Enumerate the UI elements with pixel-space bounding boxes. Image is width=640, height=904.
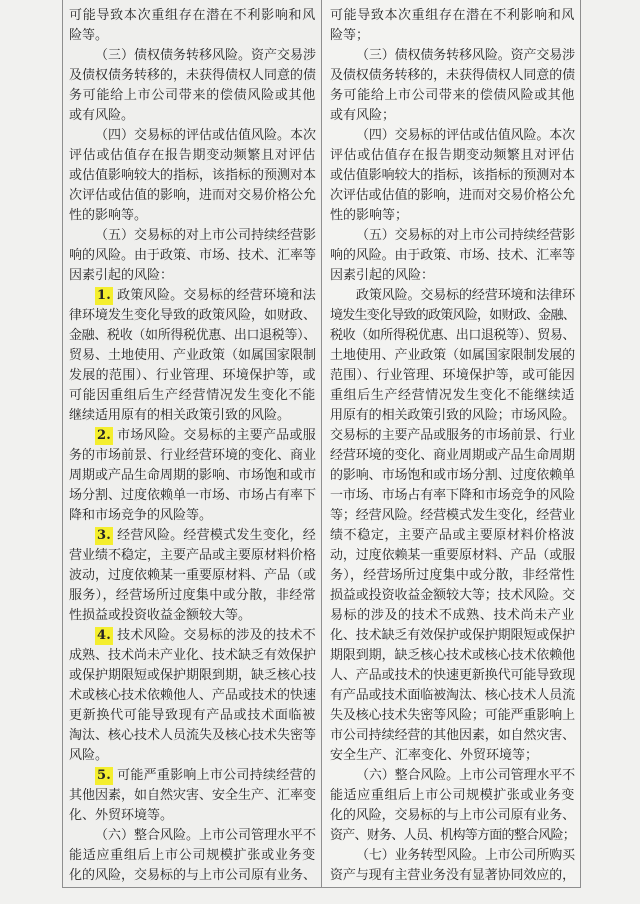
line-content	[330, 386, 575, 406]
paragraph	[69, 626, 316, 766]
text-line	[330, 626, 575, 646]
right-column	[322, 0, 580, 887]
line-content	[69, 786, 316, 806]
line-content	[69, 746, 108, 766]
text-line	[69, 266, 316, 286]
line-content	[95, 826, 316, 846]
text-line	[330, 746, 575, 766]
line-text: 一市场、市场占有率下降和市场竞争的风险	[330, 488, 575, 503]
line-content	[330, 146, 575, 166]
line-text: 贸易、土地使用、产业政策（如属国家限制	[69, 348, 316, 363]
text-line	[69, 146, 316, 166]
text-line	[330, 686, 575, 706]
line-text: 因素引起的风险：	[69, 268, 174, 283]
line-text: 政策风险。交易标的经营环境和法	[117, 288, 316, 303]
line-content	[330, 186, 575, 206]
line-content	[95, 426, 316, 446]
line-text: 术或核心技术依赖他人、产品或技术的快速	[69, 688, 316, 703]
text-line	[330, 846, 575, 866]
line-text: 化的风险，交易标的与上市公司原有业务、	[330, 808, 575, 823]
line-content	[69, 686, 316, 706]
line-content	[330, 366, 575, 386]
paragraph	[69, 426, 316, 526]
line-text: （四）交易标的评估或估值风险。本次	[356, 128, 575, 143]
line-content	[95, 766, 316, 786]
text-line	[69, 26, 316, 46]
text-line	[330, 286, 575, 306]
paragraph	[69, 6, 316, 46]
text-line	[69, 706, 316, 726]
line-text: 有产品或技术面临被淘汰、核心技术人员流	[330, 688, 575, 703]
line-text: 的影响、市场饱和或市场分割、过度依赖单	[330, 468, 575, 483]
text-line	[69, 526, 316, 546]
line-text: 可能严重影响上市公司持续经营的	[117, 768, 316, 783]
line-text: 市公司持续经营的其他因素，如自然灾害、	[330, 728, 575, 743]
line-text: 性损益或投资收益金额较大等。	[69, 608, 252, 623]
text-line	[330, 706, 575, 726]
text-line	[330, 166, 575, 186]
line-content	[69, 446, 316, 466]
text-line	[69, 866, 316, 886]
text-line	[330, 146, 575, 166]
line-text: 及债权债务转移的，未获得债权人同意的债	[69, 68, 316, 83]
paragraph	[69, 286, 316, 426]
paragraph	[330, 6, 575, 46]
line-content	[356, 846, 575, 866]
line-text: 安全生产、汇率变化、外贸环境等；	[330, 748, 539, 763]
line-content	[69, 546, 316, 566]
line-content	[330, 306, 575, 326]
text-line	[330, 766, 575, 786]
text-line	[330, 346, 575, 366]
line-text: 资产、财务、人员、机构等方面的整合风险；	[330, 828, 575, 843]
line-content	[330, 626, 575, 646]
text-line	[330, 306, 575, 326]
line-text: 淘汰、核心技术人员流失及核心技术失密等	[69, 728, 316, 743]
line-content	[95, 286, 316, 306]
text-line	[69, 246, 316, 266]
line-text: 次评估或估值的影响，进而对交易价格公允	[330, 188, 575, 203]
line-text: （三）债权债务转移风险。资产交易涉	[356, 48, 575, 63]
line-text: 易标的涉及的技术不成熟、技术尚未产业	[330, 608, 575, 623]
text-line	[330, 826, 575, 846]
paragraph	[69, 226, 316, 286]
line-content	[330, 786, 575, 806]
line-content	[356, 46, 575, 66]
line-text: （五）交易标的对上市公司持续经营影	[95, 228, 316, 243]
line-content	[356, 766, 575, 786]
line-text: 或估值影响较大的指标，该指标的预测对本	[330, 168, 575, 183]
line-content	[356, 126, 575, 146]
line-content	[330, 526, 575, 546]
line-text: 损益或投资收益金额较大等；技术风险。交	[330, 588, 575, 603]
text-line	[69, 66, 316, 86]
line-content	[330, 686, 575, 706]
paragraph	[69, 126, 316, 226]
line-content	[330, 346, 575, 366]
list-number-highlight: 3.	[97, 528, 112, 543]
text-line	[330, 806, 575, 826]
text-line	[69, 726, 316, 746]
line-text: 政策风险。交易标的经营环境和法律环	[356, 288, 575, 303]
line-content	[330, 546, 575, 566]
line-text: （四）交易标的评估或估值风险。本次	[95, 128, 316, 143]
text-line	[330, 406, 575, 426]
line-text: 降和市场竞争的风险等。	[69, 508, 213, 523]
line-text: 或估值影响较大的指标，该指标的预测对本	[69, 168, 316, 183]
paragraph	[330, 226, 575, 286]
text-line	[330, 726, 575, 746]
line-content	[69, 866, 316, 886]
line-content	[356, 286, 575, 306]
line-content	[330, 326, 575, 346]
line-content	[330, 446, 575, 466]
line-content	[330, 866, 575, 886]
line-content	[330, 106, 395, 126]
line-content	[330, 426, 575, 446]
left-column	[63, 0, 322, 887]
line-text: 继续适用原有的相关政策引致的风险。	[69, 408, 291, 423]
text-line	[330, 586, 575, 606]
line-text: 成熟、技术尚未产业化、技术缺乏有效保护	[69, 648, 316, 663]
line-content	[330, 566, 575, 586]
line-content	[330, 586, 575, 606]
line-content	[330, 246, 575, 266]
line-content	[330, 706, 575, 726]
line-content	[330, 666, 575, 686]
text-line	[330, 206, 575, 226]
line-text: 动，过度依赖某一重要原材料、产品（或服	[330, 548, 575, 563]
line-content	[69, 166, 316, 186]
line-text: 能适应重组后上市公司规模扩张或业务变	[69, 848, 316, 863]
line-text: 务的市场前景、行业经营环境的变化、商业	[69, 448, 316, 463]
line-content	[69, 386, 316, 406]
line-text: 土地使用、产业政策（如属国家限制发展的	[330, 348, 575, 363]
text-line	[330, 326, 575, 346]
line-text: 资产与现有主营业务没有显著协同效应的，	[330, 868, 575, 883]
line-content	[330, 26, 369, 46]
line-content	[69, 486, 316, 506]
line-text: 性的影响等；	[330, 208, 409, 223]
line-text: 能适应重组后上市公司规模扩张或业务变	[330, 788, 575, 803]
text-line	[330, 246, 575, 266]
text-line	[330, 546, 575, 566]
paragraph	[330, 286, 575, 766]
text-line	[330, 126, 575, 146]
text-line	[330, 386, 575, 406]
text-line	[330, 46, 575, 66]
line-content	[330, 486, 575, 506]
text-line	[69, 626, 316, 646]
line-text: 及债权债务转移的，未获得债权人同意的债	[330, 68, 575, 83]
text-line	[69, 746, 316, 766]
line-content	[95, 46, 316, 66]
line-content	[69, 186, 316, 206]
line-text: 人、产品或技术的快速更新换代可能导致现	[330, 668, 575, 683]
line-text: 发展的范围）、行业管理、环境保护等，或	[69, 368, 316, 383]
line-text: 经营风险。经营模式发生变化，经	[117, 528, 316, 543]
line-text: 其他因素，如自然灾害、安全生产、汇率变	[69, 788, 316, 803]
text-line	[330, 566, 575, 586]
line-text: 更新换代可能导致现有产品或技术面临被	[69, 708, 316, 723]
text-line	[69, 186, 316, 206]
line-text: 经营环境的变化、商业周期或产品生命周期	[330, 448, 575, 463]
line-content	[69, 586, 316, 606]
paragraph	[330, 846, 575, 886]
line-content	[330, 6, 575, 26]
list-number-highlight: 2.	[97, 428, 112, 443]
text-line	[69, 826, 316, 846]
text-line	[330, 646, 575, 666]
comparison-table	[62, 0, 581, 888]
line-text: 次评估或估值的影响，进而对交易价格公允	[69, 188, 316, 203]
text-line	[69, 226, 316, 246]
line-content	[69, 806, 173, 826]
line-text: 技术风险。交易标的涉及的技术不	[117, 628, 316, 643]
line-content	[95, 126, 316, 146]
line-content	[69, 466, 316, 486]
text-line	[69, 846, 316, 866]
line-text: 期限到期，缺乏核心技术或核心技术依赖他	[330, 648, 575, 663]
line-content	[330, 166, 575, 186]
line-text: 评估或估值存在报告期变动频繁且对评估	[330, 148, 575, 163]
paragraph	[330, 766, 575, 846]
text-line	[69, 786, 316, 806]
line-content	[330, 266, 434, 286]
line-text: 化的风险，交易标的与上市公司原有业务、	[69, 868, 316, 883]
text-line	[69, 406, 316, 426]
line-text: 或保护期限短或保护期限到期，缺乏核心技	[69, 668, 316, 683]
line-content	[330, 466, 575, 486]
list-number-highlight: 4.	[97, 628, 112, 643]
line-content	[69, 326, 316, 346]
text-line	[330, 466, 575, 486]
line-text: 场分割、过度依赖单一市场、市场占有率下	[69, 488, 316, 503]
text-line	[69, 606, 316, 626]
line-content	[69, 266, 173, 286]
line-content	[95, 626, 316, 646]
line-content	[69, 6, 316, 26]
text-line	[69, 326, 316, 346]
line-text: 市场风险。交易标的主要产品或服	[117, 428, 316, 443]
line-content	[356, 226, 575, 246]
line-content	[330, 606, 575, 626]
line-content	[69, 366, 316, 386]
text-line	[330, 606, 575, 626]
text-line	[69, 586, 316, 606]
text-line	[330, 86, 575, 106]
text-line	[69, 126, 316, 146]
text-line	[69, 486, 316, 506]
paragraph	[330, 126, 575, 226]
line-text: 或有风险。	[69, 108, 135, 123]
line-text: 响的风险。由于政策、市场、技术、汇率等	[69, 248, 316, 263]
line-content	[69, 346, 316, 366]
text-line	[69, 106, 316, 126]
line-content	[330, 406, 575, 426]
line-text: 评估或估值存在报告期变动频繁且对评估	[69, 148, 316, 163]
line-content	[330, 86, 575, 106]
text-line	[330, 186, 575, 206]
paragraph	[69, 826, 316, 886]
paragraph	[330, 46, 575, 126]
line-text: 风险。	[69, 748, 109, 763]
line-content	[330, 746, 538, 766]
line-content	[69, 666, 316, 686]
line-content	[69, 406, 290, 426]
line-text: 境发生变化导致的政策风险，如财政、金融、	[330, 308, 575, 323]
line-text: 用原有的相关政策引致的风险；市场风险。	[330, 408, 575, 423]
line-text: 周期或产品生命周期的影响、市场饱和或市	[69, 468, 316, 483]
list-number-highlight: 5.	[97, 768, 112, 783]
line-content	[330, 826, 575, 846]
text-line	[330, 226, 575, 246]
paragraph	[69, 766, 316, 826]
text-line	[69, 806, 316, 826]
line-content	[69, 246, 316, 266]
line-text: 交易标的主要产品或服务的市场前景、行业	[330, 428, 575, 443]
line-text: 险等；	[330, 28, 370, 43]
line-text: 金融、税收（如所得税优惠、出口退税等）、	[69, 328, 316, 343]
text-line	[69, 646, 316, 666]
line-text: 因素引起的风险：	[330, 268, 435, 283]
text-line	[330, 366, 575, 386]
text-line	[69, 426, 316, 446]
line-text: 可能导致本次重组存在潜在不利影响和风	[330, 8, 575, 23]
line-text: 范围）、行业管理、环境保护等，或可能因	[330, 368, 575, 383]
line-text: 可能因重组后生产经营情况发生变化不能	[69, 388, 316, 403]
text-line	[69, 286, 316, 306]
text-line	[330, 866, 575, 886]
text-line	[330, 106, 575, 126]
line-text: 务可能给上市公司带来的偿债风险或其他	[330, 88, 575, 103]
line-text: （六）整合风险。上市公司管理水平不	[95, 828, 316, 843]
line-text: 化、技术缺乏有效保护或保护期限短或保护	[330, 628, 575, 643]
text-line	[330, 446, 575, 466]
text-line	[69, 666, 316, 686]
line-text: 务可能给上市公司带来的偿债风险或其他	[69, 88, 316, 103]
line-text: 波动，过度依赖某一重要原材料、产品（或	[69, 568, 316, 583]
text-line	[330, 6, 575, 26]
line-content	[330, 646, 575, 666]
line-content	[69, 146, 316, 166]
text-line	[330, 266, 575, 286]
text-line	[330, 66, 575, 86]
line-text: （七）业务转型风险。上市公司所购买	[356, 848, 575, 863]
text-line	[69, 6, 316, 26]
text-line	[69, 206, 316, 226]
text-line	[69, 346, 316, 366]
line-content	[69, 726, 316, 746]
line-text: 服务），经营场所过度集中或分散，非经常	[69, 588, 316, 603]
text-line	[69, 466, 316, 486]
paragraph	[69, 526, 316, 626]
text-line	[330, 506, 575, 526]
text-line	[69, 166, 316, 186]
text-line	[69, 506, 316, 526]
text-line	[330, 426, 575, 446]
text-line	[330, 526, 575, 546]
line-text: （三）债权债务转移风险。资产交易涉	[95, 48, 316, 63]
line-text: 务），经营场所过度集中或分散，非经常性	[330, 568, 575, 583]
line-content	[69, 506, 212, 526]
line-content	[95, 526, 316, 546]
line-text: 化、外贸环境等。	[69, 808, 174, 823]
line-content	[330, 726, 575, 746]
text-line	[69, 566, 316, 586]
text-line	[330, 486, 575, 506]
line-text: 营业绩不稳定，主要产品或主要原材料价格	[69, 548, 316, 563]
line-text: 等；经营风险。经营模式发生变化，经营业	[330, 508, 575, 523]
line-content	[330, 506, 575, 526]
line-content	[69, 706, 316, 726]
line-text: 性的影响等。	[69, 208, 148, 223]
text-line	[69, 766, 316, 786]
line-content	[69, 606, 251, 626]
text-line	[330, 666, 575, 686]
text-line	[69, 366, 316, 386]
line-content	[69, 106, 134, 126]
line-content	[330, 806, 575, 826]
line-text: （五）交易标的对上市公司持续经营影	[356, 228, 575, 243]
text-line	[69, 86, 316, 106]
line-content	[330, 66, 575, 86]
line-content	[69, 26, 108, 46]
line-text: 或有风险；	[330, 108, 396, 123]
paragraph	[69, 46, 316, 126]
line-content	[95, 226, 316, 246]
text-line	[69, 46, 316, 66]
line-text: （六）整合风险。上市公司管理水平不	[356, 768, 575, 783]
text-line	[69, 446, 316, 466]
line-text: 律环境发生变化导致的政策风险，如财政、	[69, 308, 316, 323]
line-text: 响的风险。由于政策、市场、技术、汇率等	[330, 248, 575, 263]
line-text: 重组后生产经营情况发生变化不能继续适	[330, 388, 575, 403]
text-line	[330, 26, 575, 46]
line-content	[69, 846, 316, 866]
line-text: 税收（如所得税优惠、出口退税等）、贸易、	[330, 328, 575, 343]
text-line	[69, 306, 316, 326]
line-content	[330, 206, 408, 226]
line-content	[69, 646, 316, 666]
line-text: 险等。	[69, 28, 109, 43]
line-text: 可能导致本次重组存在潜在不利影响和风	[69, 8, 316, 23]
list-number-highlight: 1.	[97, 288, 112, 303]
text-line	[69, 546, 316, 566]
line-content	[69, 306, 316, 326]
line-text: 绩不稳定，主要产品或主要原材料价格波	[330, 528, 575, 543]
line-text: 失及核心技术失密等风险；可能严重影响上	[330, 708, 575, 723]
line-content	[69, 86, 316, 106]
line-content	[69, 206, 147, 226]
text-line	[69, 386, 316, 406]
text-line	[330, 786, 575, 806]
text-line	[69, 686, 316, 706]
line-content	[69, 566, 316, 586]
line-content	[69, 66, 316, 86]
